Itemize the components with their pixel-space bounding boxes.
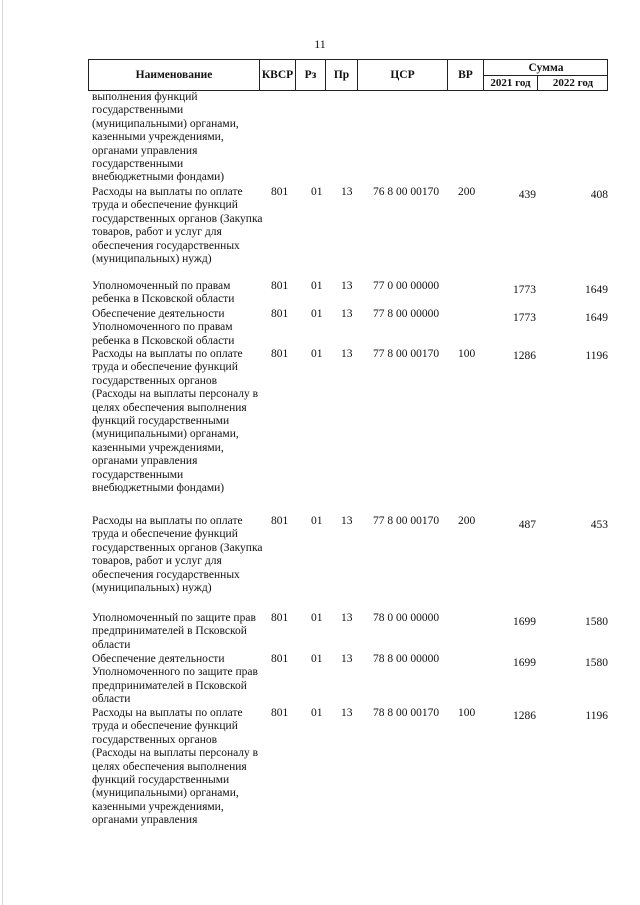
row-rz: 01 [311, 653, 323, 665]
row-pr: 13 [341, 515, 353, 527]
row-name: Уполномоченный по защите прав предпринимателей в Псковской области [92, 612, 256, 651]
table-row [0, 515, 640, 612]
row-name: Расходы на выплаты по оплате труда и обеспечение функций государственных органов (Закупка товаров, работ и услуг для обеспечения государственных (муниципальных) нужд) [92, 186, 263, 266]
row-pr: 13 [341, 707, 353, 719]
row-name: выполнения функций государственными (муниципальными) органами, казенными учреждениями, органами управления государственными внебюджетными фондами) [92, 91, 239, 184]
table-row [0, 186, 640, 280]
row-rz: 01 [311, 186, 323, 198]
table-row [0, 308, 640, 348]
table-header [88, 59, 608, 91]
row-kvsr: 801 [271, 515, 289, 527]
row-rz: 01 [311, 280, 323, 292]
row-name: Обеспечение деятельности Уполномоченного по правам ребенка в Псковской области [92, 308, 235, 347]
row-pr: 13 [341, 612, 353, 624]
row-name: Расходы на выплаты по оплате труда и обеспечение функций государственных органов (Расходы на выплаты персоналу в целях обеспечения выполнения функций государственными (муниципальными) органами, казенными учреждениями, органами управления государственными внебюджетными фондами) [92, 348, 259, 495]
row-sum-2022: 1649 [585, 312, 608, 324]
row-name: Обеспечение деятельности Уполномоченного по защите прав предпринимателей в Псковской области [92, 653, 258, 706]
row-rz: 01 [311, 515, 323, 527]
row-sum-2021: 1773 [513, 312, 536, 324]
row-csr: 77 8 00 00000 [373, 308, 440, 320]
row-sum-2022: 1580 [585, 616, 608, 628]
row-sum-2021: 1286 [513, 350, 536, 362]
row-sum-2021: 1699 [513, 616, 536, 628]
row-rz: 01 [311, 308, 323, 320]
row-pr: 13 [341, 280, 353, 292]
table-row [0, 91, 640, 186]
row-pr: 13 [341, 653, 353, 665]
row-kvsr: 801 [271, 186, 289, 198]
row-sum-2022: 1580 [585, 657, 608, 669]
header-vr: ВР [448, 60, 484, 90]
row-sum-2021: 487 [518, 519, 536, 531]
table-row [0, 653, 640, 707]
row-csr: 78 8 00 00000 [373, 653, 440, 665]
row-csr: 78 8 00 00170 [373, 707, 440, 719]
header-year-2021: 2021 год [484, 75, 538, 91]
row-csr: 78 0 00 00000 [373, 612, 440, 624]
table-row [0, 707, 640, 857]
row-csr: 77 8 00 00170 [373, 348, 440, 360]
row-sum-2022: 1196 [585, 350, 608, 362]
header-csr: ЦСР [358, 60, 448, 90]
row-pr: 13 [341, 186, 353, 198]
table-row [0, 612, 640, 653]
header-name: Наименование [89, 60, 260, 90]
row-vr: 200 [458, 515, 476, 527]
header-rz: Рз [296, 60, 326, 90]
row-vr: 100 [458, 348, 476, 360]
row-sum-2022: 1196 [585, 710, 608, 722]
row-rz: 01 [311, 348, 323, 360]
row-csr: 76 8 00 00170 [373, 186, 440, 198]
header-pr: Пр [326, 60, 358, 90]
row-name: Расходы на выплаты по оплате труда и обеспечение функций государственных органов (Расходы на выплаты персоналу в целях обеспечения выполнения функций государственными (муниципальными) органами, казенными учреждениями, органами управления [92, 707, 259, 827]
row-kvsr: 801 [271, 653, 289, 665]
row-sum-2021: 1699 [513, 657, 536, 669]
row-pr: 13 [341, 308, 353, 320]
row-rz: 01 [311, 612, 323, 624]
row-sum-2021: 1286 [513, 710, 536, 722]
row-kvsr: 801 [271, 707, 289, 719]
row-name: Расходы на выплаты по оплате труда и обеспечение функций государственных органов (Закупка товаров, работ и услуг для обеспечения государственных (муниципальных) нужд) [92, 515, 263, 595]
row-vr: 100 [458, 707, 476, 719]
row-pr: 13 [341, 348, 353, 360]
row-kvsr: 801 [271, 348, 289, 360]
row-sum-2022: 1649 [585, 284, 608, 296]
row-csr: 77 8 00 00170 [373, 515, 440, 527]
table-row [0, 348, 640, 515]
table-row [0, 280, 640, 308]
row-csr: 77 0 00 00000 [373, 280, 440, 292]
header-kvsr: КВСР [260, 60, 296, 90]
row-kvsr: 801 [271, 280, 289, 292]
row-kvsr: 801 [271, 308, 289, 320]
row-rz: 01 [311, 707, 323, 719]
row-kvsr: 801 [271, 612, 289, 624]
row-vr: 200 [458, 186, 476, 198]
page-number: 11 [314, 37, 326, 51]
row-sum-2022: 408 [590, 189, 608, 201]
row-sum-2022: 453 [590, 519, 608, 531]
row-sum-2021: 1773 [513, 284, 536, 296]
header-year-2022: 2022 год [552, 77, 594, 89]
row-name: Уполномоченный по правам ребенка в Псковской области [92, 280, 235, 306]
table-body [0, 91, 640, 857]
row-sum-2021: 439 [518, 189, 536, 201]
header-sum: Сумма [484, 60, 608, 76]
